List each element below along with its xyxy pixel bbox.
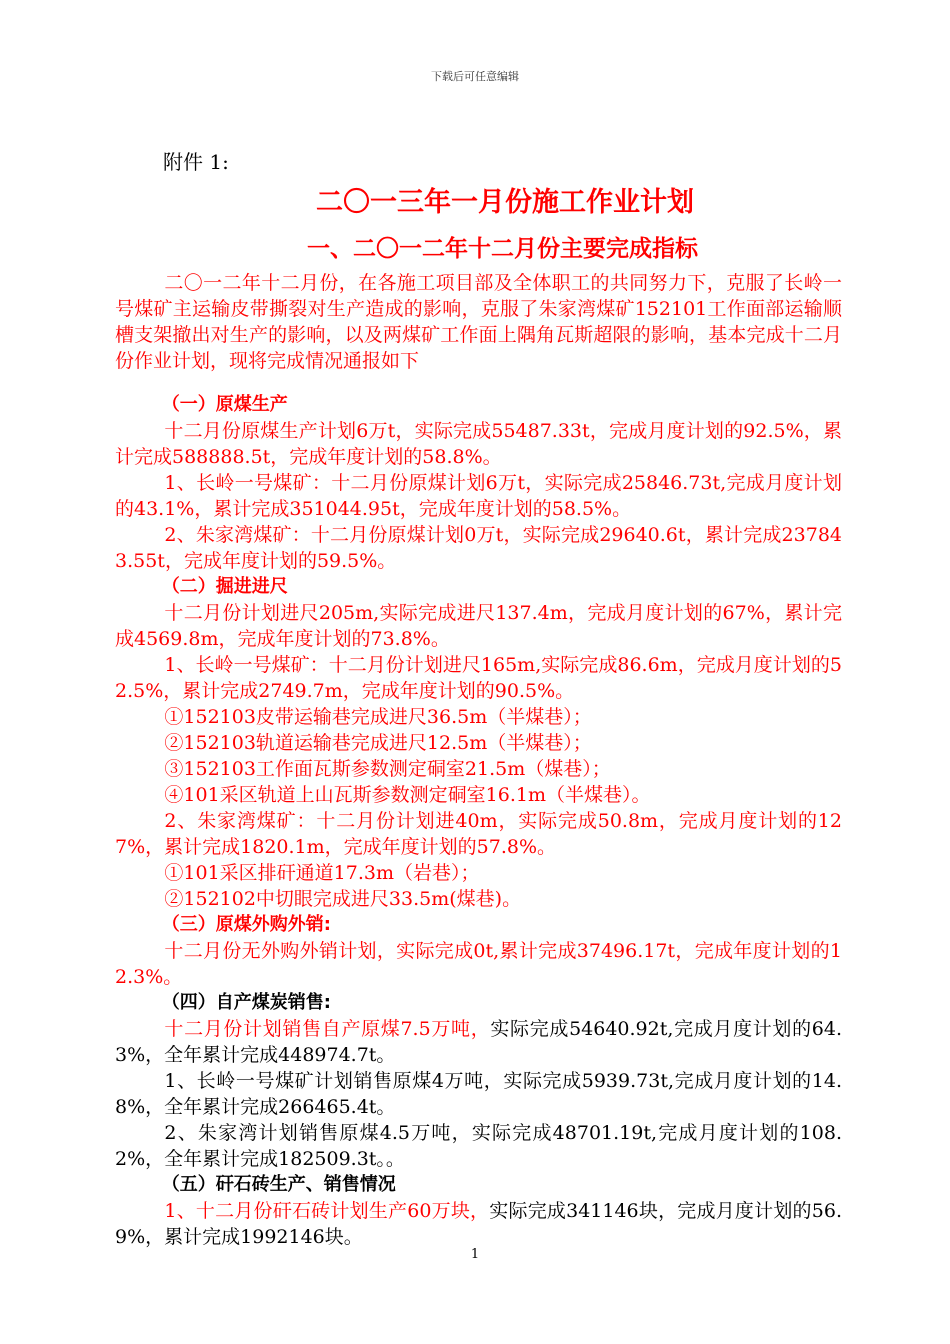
- attachment-label: 附件 1:: [163, 150, 229, 174]
- paragraph: 十二月份计划进尺205m,实际完成进尺137.4m，完成月度计划的67%，累计完成4569.8m，完成年度计划的73.8%。: [115, 602, 842, 650]
- paragraph: 2、朱家湾计划销售原煤4.5万吨，实际完成48701.19t,完成月度计划的108.2%，全年累计完成182509.3t。。: [115, 1122, 842, 1170]
- list-item: ②152102中切眼完成进尺33.5m(煤巷)。: [164, 888, 522, 910]
- paragraph: 1、长岭一号煤矿：十二月份原煤计划6万t，实际完成25846.73t,完成月度计划的43.1%，累计完成351044.95t，完成年度计划的58.5%。: [115, 472, 842, 520]
- page-number: 1: [470, 1247, 480, 1262]
- heading-gangue-brick: （五）矸石砖生产、销售情况: [161, 1174, 396, 1195]
- list-item: ③152103工作面瓦斯参数测定硐室21.5m（煤巷）；: [164, 758, 611, 780]
- paragraph: [115, 1016, 842, 1068]
- section-title: 一、二〇一二年十二月份主要完成指标: [307, 236, 698, 262]
- paragraph: 2、朱家湾煤矿：十二月份计划进40m，实际完成50.8m，完成月度计划的127%，累计完成1820.1m，完成年度计划的57.8%。: [115, 810, 842, 858]
- paragraph: 1、长岭一号煤矿：十二月份计划进尺165m,实际完成86.6m，完成月度计划的52.5%，累计完成2749.7m，完成年度计划的90.5%。: [115, 654, 842, 702]
- header-note: 下载后可任意编辑: [431, 70, 519, 83]
- paragraph: [115, 1198, 842, 1250]
- list-item: ④101采区轨道上山瓦斯参数测定硐室16.1m（半煤巷）。: [164, 784, 651, 806]
- paragraph: 十二月份原煤生产计划6万t，实际完成55487.33t，完成月度计划的92.5%，累计完成588888.5t，完成年度计划的58.8%。: [115, 420, 842, 468]
- text-run: 实际完成341146块，完成月度计划的56.9%，累计完成1992146块。: [115, 1200, 842, 1248]
- document-body: [115, 270, 842, 1250]
- paragraph: 2、朱家湾煤矿：十二月份原煤计划0万t，实际完成29640.6t，累计完成237843.55t，完成年度计划的59.5%。: [115, 524, 842, 572]
- paragraph: 十二月份无外购外销计划，实际完成0t,累计完成37496.17t，完成年度计划的12.3%。: [115, 940, 842, 988]
- spacer: [115, 374, 842, 392]
- text-run: 1、十二月份矸石砖计划生产60万块，: [164, 1200, 490, 1222]
- text-run: 实际完成54640.92t,完成月度计划的64.3%，全年累计完成448974.7t。: [115, 1018, 842, 1066]
- paragraph: 1、长岭一号煤矿计划销售原煤4万吨，实际完成5939.73t,完成月度计划的14.8%，全年累计完成266465.4t。: [115, 1070, 842, 1118]
- heading-self-produced-sales: （四）自产煤炭销售:: [161, 992, 331, 1013]
- heading-tunneling-footage: （二）掘进进尺: [161, 576, 288, 597]
- intro-paragraph: 二〇一二年十二月份，在各施工项目部及全体职工的共同努力下，克服了长岭一号煤矿主运输皮带撕裂对生产造成的影响，克服了朱家湾煤矿152101工作面部运输顺槽支架撤出对生产的影响，以及两煤矿工作面上隅角瓦斯超限的影响，基本完成十二月份作业计划，现将完成情况通报如下: [115, 272, 842, 372]
- list-item: ②152103轨道运输巷完成进尺12.5m（半煤巷）；: [164, 732, 592, 754]
- heading-purchase-sales: （三）原煤外购外销:: [161, 914, 331, 935]
- list-item: ①152103皮带运输巷完成进尺36.5m（半煤巷）；: [164, 706, 592, 728]
- heading-raw-coal-production: （一）原煤生产: [161, 394, 288, 415]
- text-run: 十二月份计划销售自产原煤7.5万吨，: [164, 1018, 491, 1040]
- document-title: 二〇一三年一月份施工作业计划: [316, 187, 694, 218]
- list-item: ①101采区排矸通道17.3m（岩巷）；: [164, 862, 480, 884]
